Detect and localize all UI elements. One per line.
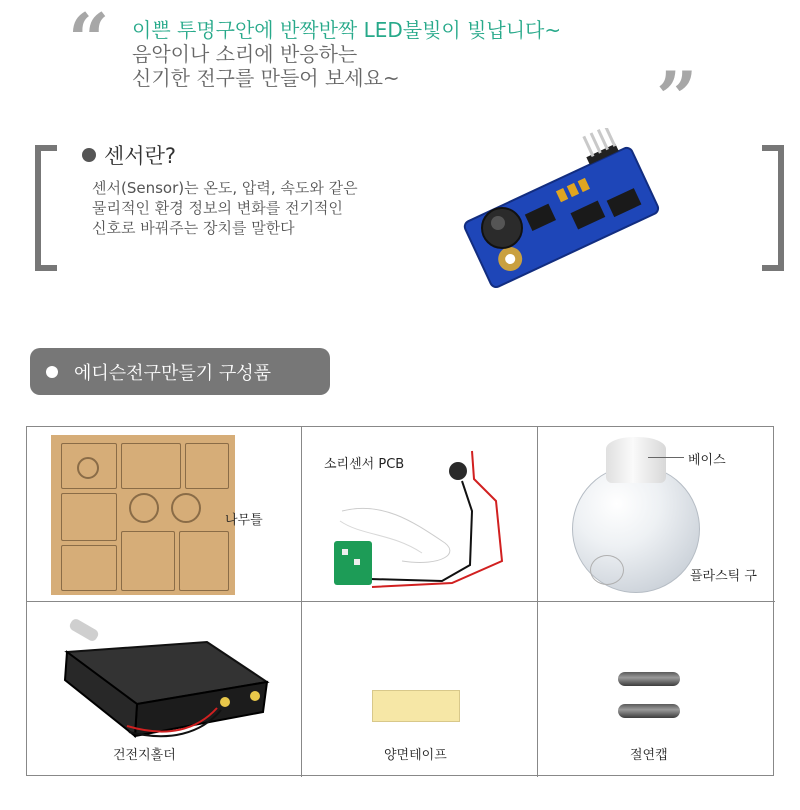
bullet-dot-icon bbox=[82, 148, 96, 162]
quote-line: 음악이나 소리에 반응하는 bbox=[132, 42, 358, 66]
part-label: 양면테이프 bbox=[384, 748, 447, 763]
sound-sensor-module-image bbox=[460, 128, 670, 298]
intro-quote bbox=[132, 18, 561, 90]
left-bracket bbox=[35, 145, 57, 271]
part-label: 절연캡 bbox=[630, 748, 668, 763]
part-cell-insulation-cap bbox=[538, 602, 775, 777]
pill-dot-icon bbox=[46, 366, 58, 378]
part-label: 나무틀 bbox=[225, 513, 263, 528]
quote-line-highlight: 이쁜 투명구안에 반짝반짝 LED불빛이 빛납니다~ bbox=[132, 18, 562, 42]
part-cell-wood-frame bbox=[27, 427, 302, 602]
battery-holder-image bbox=[57, 612, 277, 742]
double-sided-tape-image bbox=[372, 690, 460, 722]
sensor-description-line: 물리적인 환경 정보의 변화를 전기적인 bbox=[92, 199, 343, 217]
part-cell-sound-sensor bbox=[302, 427, 538, 602]
part-cell-tape bbox=[302, 602, 538, 777]
quote-open-icon: “ bbox=[68, 0, 110, 82]
sensor-description bbox=[92, 178, 358, 238]
insulation-cap-image bbox=[618, 672, 680, 686]
sensor-title: 센서란? bbox=[104, 144, 177, 168]
quote-line: 신기한 전구를 만들어 보세요~ bbox=[132, 66, 400, 90]
part-label: 플라스틱 구 bbox=[690, 569, 757, 584]
sensor-heading bbox=[82, 140, 176, 170]
kit-section-header bbox=[30, 348, 330, 395]
quote-close-icon: ” bbox=[656, 55, 698, 140]
part-label: 소리센서 PCB bbox=[324, 457, 405, 472]
part-cell-battery-holder bbox=[27, 602, 302, 777]
parts-grid bbox=[26, 426, 774, 776]
base-cap-image bbox=[606, 437, 666, 483]
leader-line bbox=[648, 457, 684, 458]
globe-neck bbox=[590, 555, 624, 585]
wood-frame-image bbox=[51, 435, 235, 595]
sensor-description-line: 센서(Sensor)는 온도, 압력, 속도와 같은 bbox=[92, 179, 358, 197]
kit-title: 에디슨전구만들기 구성품 bbox=[74, 362, 271, 384]
sound-sensor-pcb-image bbox=[322, 441, 518, 591]
sensor-description-line: 신호로 바꿔주는 장치를 말한다 bbox=[92, 219, 295, 237]
insulation-cap-image bbox=[618, 704, 680, 718]
part-label: 건전지홀더 bbox=[113, 748, 176, 763]
right-bracket bbox=[762, 145, 784, 271]
part-label: 베이스 bbox=[688, 453, 726, 468]
part-cell-globe bbox=[538, 427, 775, 602]
